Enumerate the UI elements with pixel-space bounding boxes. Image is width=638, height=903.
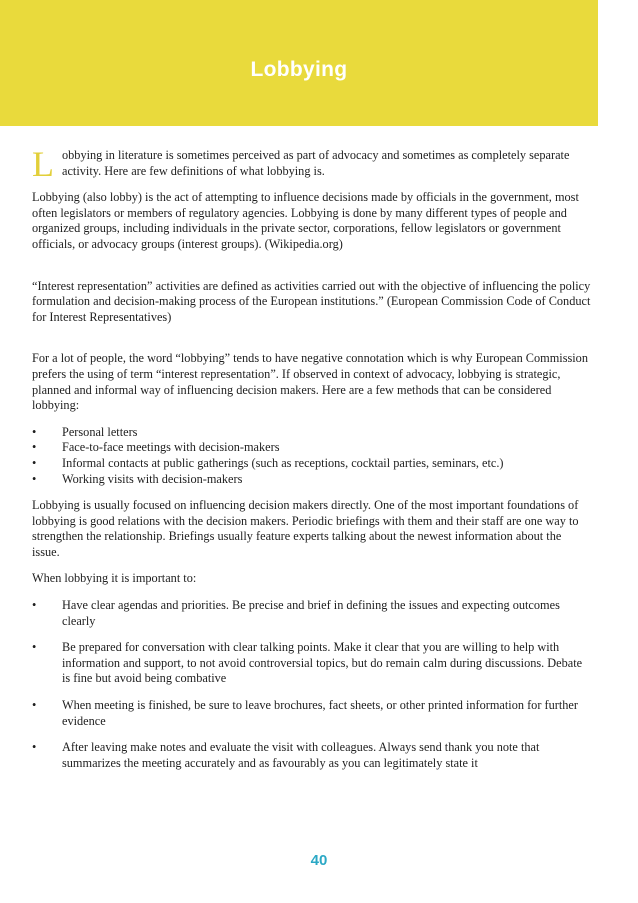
list-item: • Face-to-face meetings with decision-makers — [32, 440, 280, 455]
bullet: • — [32, 740, 37, 755]
article-body — [32, 144, 592, 782]
list-item: • Working visits with decision-makers — [32, 471, 243, 486]
bullet: • — [32, 424, 37, 439]
focus-paragraph: Lobbying is usually focused on influencing decision makers directly. One of the most important foundations of lobbying is good relations with the decision makers. Periodic briefings with them and their staff are one way to strengthen the relationship. Briefings usually feature experts talking about the newest information about the issue. — [32, 498, 579, 559]
list-item: • Have clear agendas and priorities. Be precise and brief in defining the issues and expecting outcomes clearly — [32, 598, 560, 628]
drop-cap: L — [32, 144, 54, 184]
list-item: • When meeting is finished, be sure to leave brochures, fact sheets, or other printed information for further evidence — [32, 698, 578, 728]
definition-wikipedia: Lobbying (also lobby) is the act of attempting to influence decisions made by officials in the government, most often legislators or members of regulatory agencies. Lobbying is done by many different types of people and organized groups, including individuals in the private sector, corporations, fellow legislators or government officials, or advocacy groups (interest groups). (Wikipedia.org) — [32, 190, 579, 251]
list-item: • After leaving make notes and evaluate the visit with colleagues. Always send thank you note that summarizes the meeting accurately and as favourably as you can legitimately state it — [32, 740, 540, 770]
bullet: • — [32, 440, 37, 455]
list-item: • Personal letters — [32, 424, 138, 439]
definition-european-commission: “Interest representation” activities are defined as activities carried out with the objective of influencing the policy formulation and decision-making process of the European institutions.” (European Commission Code of Conduct for Interest Representatives) — [32, 278, 591, 324]
lobbying-tips-list — [32, 598, 592, 771]
lobbying-methods-list — [32, 425, 592, 487]
bullet: • — [32, 698, 37, 713]
page-number: 40 — [310, 852, 328, 869]
intro-text: obbying in literature is sometimes perceived as part of advocacy and sometimes as completely separate activity. Here are few definitions of what lobbying is. — [62, 148, 570, 178]
header-banner — [0, 0, 598, 126]
bullet: • — [32, 640, 37, 655]
intro-paragraph — [32, 144, 592, 184]
bullet: • — [32, 598, 37, 613]
bullet: • — [32, 455, 37, 470]
page-title: Lobbying — [250, 58, 348, 81]
list-item: • Informal contacts at public gatherings (such as receptions, cocktail parties, seminars, etc.) — [32, 455, 504, 470]
lobbying-context-paragraph: For a lot of people, the word “lobbying” tends to have negative connotation which is why European Commission prefers the using of term “interest representation”. If observed in context of advocacy, lobbying is strategic, planned and informal way of influencing decision makers. Here are a few methods that can be considered lobbying: — [32, 351, 588, 413]
list-item: • Be prepared for conversation with clear talking points. Make it clear that you are willing to help with information and support, to not avoid controversial topics, but do remain calm during discussions. Debate is fine but avoid being combative — [32, 640, 583, 686]
tips-intro: When lobbying it is important to: — [32, 571, 197, 586]
bullet: • — [32, 471, 37, 486]
